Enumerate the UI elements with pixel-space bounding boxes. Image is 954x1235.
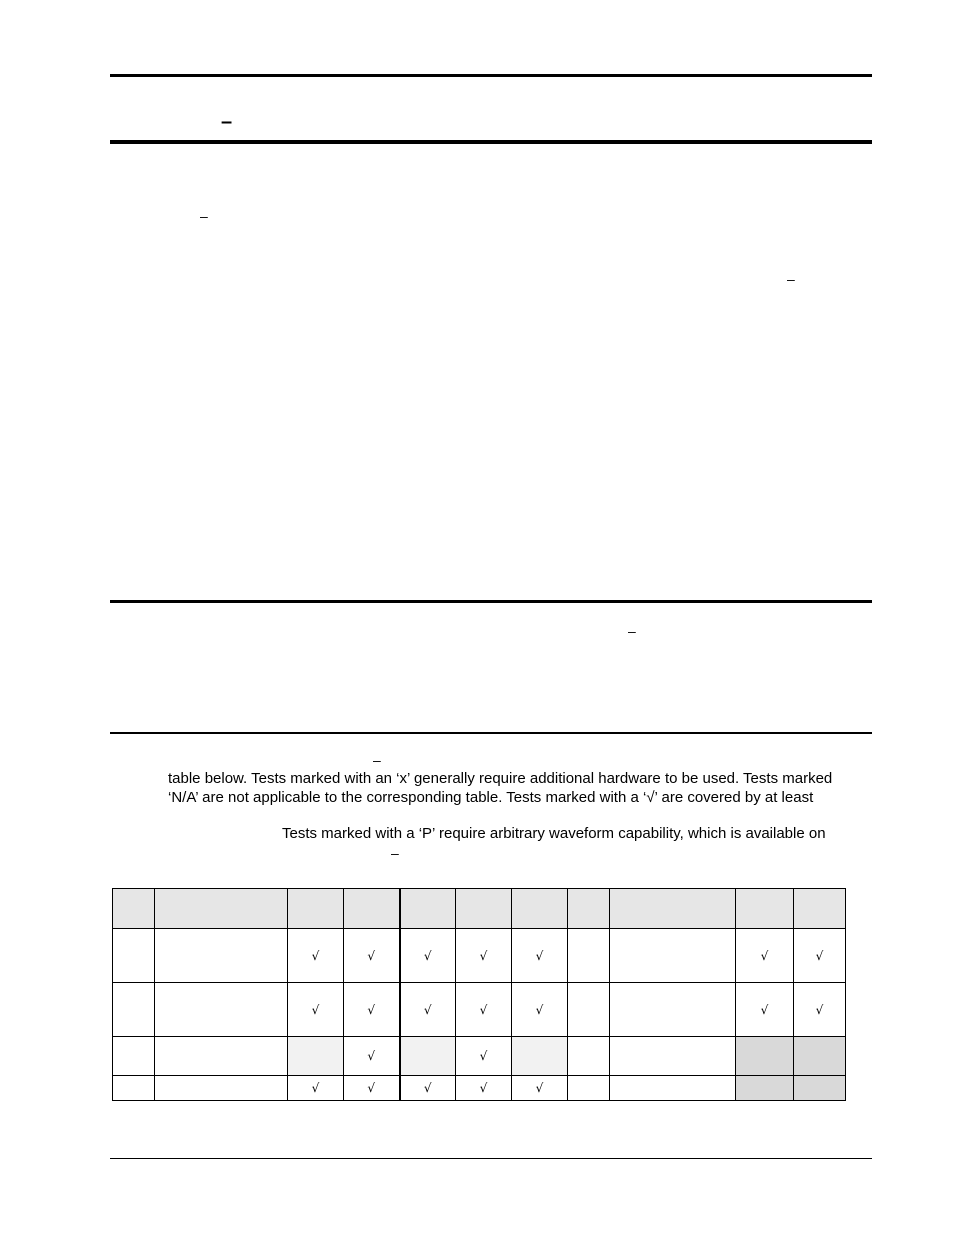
header-title-dash: – (221, 111, 233, 133)
check-cell: √ (794, 929, 846, 983)
table-cell (155, 889, 288, 929)
shaded-cell (512, 1037, 568, 1076)
check-cell: √ (288, 983, 344, 1037)
table-row (113, 1076, 846, 1101)
table-row (113, 983, 846, 1037)
table-cell (113, 1037, 155, 1076)
shaded-cell (400, 1037, 456, 1076)
table-row (113, 929, 846, 983)
table-cell (344, 889, 400, 929)
check-cell: √ (344, 983, 400, 1037)
header-bottom-rule (110, 140, 872, 144)
table-cell (568, 1037, 610, 1076)
table-cell (794, 889, 846, 929)
table-header-row (113, 889, 846, 929)
check-cell: √ (344, 1076, 400, 1101)
table-cell (610, 983, 736, 1037)
table-cell (568, 929, 610, 983)
table-cell (288, 889, 344, 929)
section-rule-1 (110, 600, 872, 603)
table-cell (568, 983, 610, 1037)
shaded-cell (794, 1037, 846, 1076)
check-cell: √ (288, 1076, 344, 1101)
check-cell: √ (794, 983, 846, 1037)
check-cell: √ (512, 983, 568, 1037)
dash-mark-3: – (628, 623, 636, 639)
table-cell (512, 889, 568, 929)
table-cell (610, 1037, 736, 1076)
check-cell: √ (512, 929, 568, 983)
footer-rule (110, 1158, 872, 1159)
table-cell (113, 1076, 155, 1101)
table-cell (568, 1076, 610, 1101)
check-cell: √ (288, 929, 344, 983)
table-cell (456, 889, 512, 929)
dash-mark-1: – (200, 208, 208, 224)
table-cell (155, 1076, 288, 1101)
table-cell (400, 889, 456, 929)
shaded-cell (736, 1076, 794, 1101)
body-line-3: Tests marked with a ‘P’ require arbitrary waveform capability, which is available on (282, 825, 826, 842)
shaded-cell (288, 1037, 344, 1076)
check-cell: √ (400, 983, 456, 1037)
body-line-1: table below. Tests marked with an ‘x’ generally require additional hardware to be used. Tests marked (168, 770, 833, 787)
table-row (113, 1037, 846, 1076)
table-cell (610, 929, 736, 983)
dash-mark-5: – (391, 845, 399, 861)
check-cell: √ (512, 1076, 568, 1101)
shaded-cell (736, 1037, 794, 1076)
check-cell: √ (344, 929, 400, 983)
body-line-2: ‘N/A’ are not applicable to the corresponding table. Tests marked with a ‘√’ are covered by at least (168, 789, 814, 806)
shaded-cell (794, 1076, 846, 1101)
table-cell (113, 929, 155, 983)
table-cell (155, 929, 288, 983)
check-cell: √ (456, 1037, 512, 1076)
table-cell (568, 889, 610, 929)
table-cell (610, 889, 736, 929)
test-coverage-table (112, 888, 846, 1101)
check-cell: √ (736, 929, 794, 983)
table-cell (736, 889, 794, 929)
check-cell: √ (456, 1076, 512, 1101)
dash-mark-2: – (787, 271, 795, 287)
table-cell (113, 889, 155, 929)
check-cell: √ (456, 983, 512, 1037)
check-cell: √ (736, 983, 794, 1037)
table-cell (610, 1076, 736, 1101)
table-cell (155, 1037, 288, 1076)
check-cell: √ (456, 929, 512, 983)
header-top-rule (110, 74, 872, 77)
dash-mark-4: – (373, 752, 381, 768)
table-cell (155, 983, 288, 1037)
check-cell: √ (400, 929, 456, 983)
section-rule-2 (110, 732, 872, 734)
check-cell: √ (400, 1076, 456, 1101)
table-cell (113, 983, 155, 1037)
check-cell: √ (344, 1037, 400, 1076)
